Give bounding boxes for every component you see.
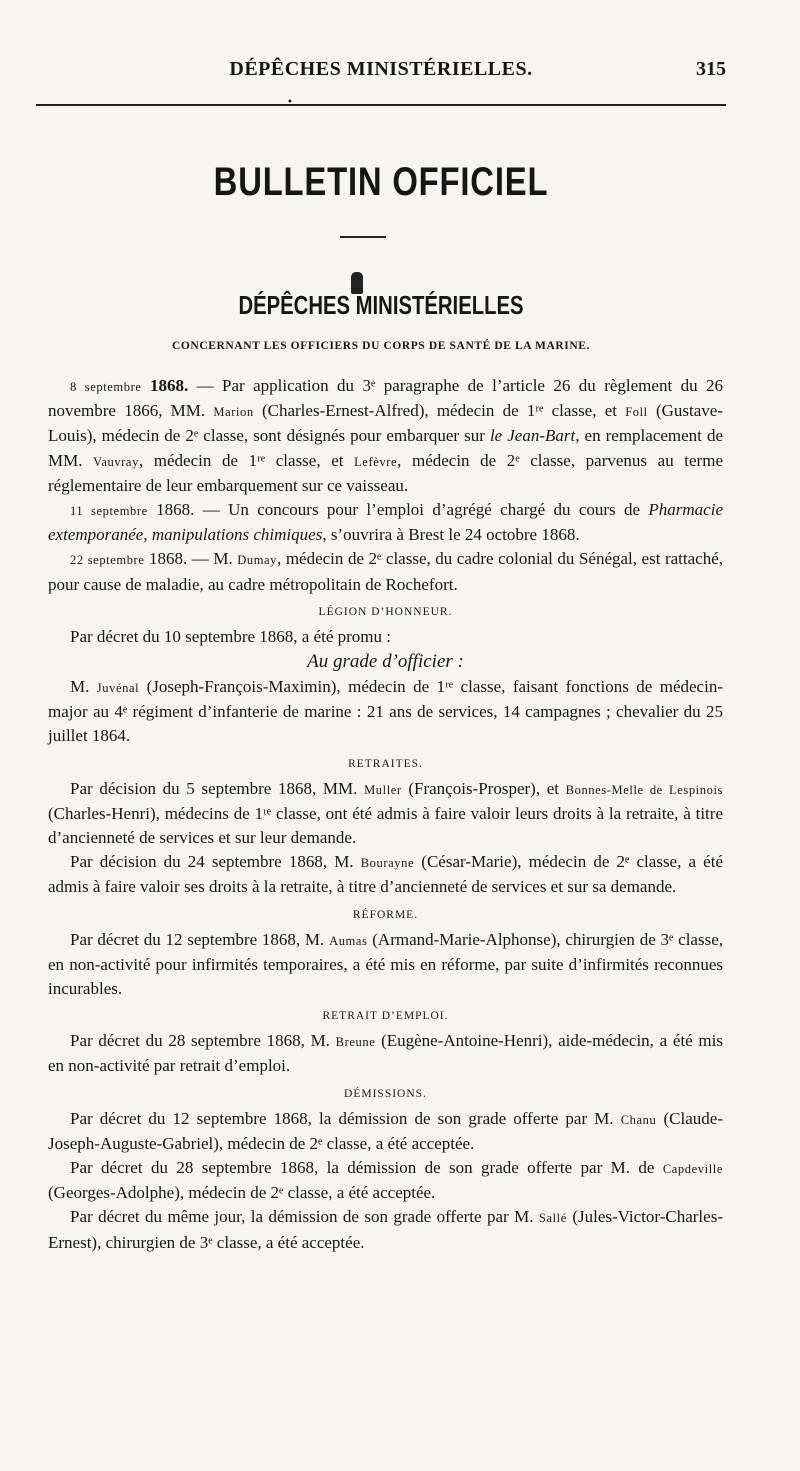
person-name: Dumay bbox=[237, 553, 278, 568]
text: 1868. — Un concours pour l’emploi d’agrégé chargé du cours de bbox=[147, 500, 649, 520]
paragraph-1 bbox=[48, 374, 723, 498]
running-title: DÉPÊCHES MINISTÉRIELLES. bbox=[229, 58, 533, 80]
person-name: Foll bbox=[625, 405, 648, 420]
paragraph-7 bbox=[48, 850, 723, 899]
paragraph-10 bbox=[48, 1107, 723, 1156]
text: , médecin de 2ᵉ classe, parvenus au terme réglementaire de leur embarquement sur ce vaisseau. bbox=[48, 450, 723, 495]
text: (Jules-Victor-Charles-Ernest), chirurgien de 3ᵉ classe, a été acceptée. bbox=[48, 1207, 723, 1252]
body-text bbox=[48, 374, 723, 1255]
person-name: Lefèvre bbox=[354, 454, 398, 469]
paragraph-11 bbox=[48, 1156, 723, 1205]
running-head bbox=[36, 58, 726, 88]
text: (François-Prosper), et bbox=[401, 778, 566, 798]
ship-name: le Jean-Bart bbox=[489, 426, 576, 446]
text: Par décision du 24 septembre 1868, M. bbox=[70, 852, 361, 872]
text: — Par application du 3ᵉ paragraphe de l’article 26 du règlement du 26 novembre 1866, MM. bbox=[48, 376, 724, 421]
person-name: Muller bbox=[364, 782, 402, 797]
text: Par décret du 12 septembre 1868, la démission de son grade offerte par M. bbox=[70, 1108, 621, 1128]
person-name: Sallé bbox=[538, 1211, 567, 1226]
text: (Eugène-Antoine-Henri), aide-médecin, a été mis en non-activité par retrait d’emploi. bbox=[48, 1031, 723, 1076]
person-name: Chanu bbox=[620, 1112, 657, 1127]
person-name: Bonnes-Melle de Lespinois bbox=[565, 782, 723, 797]
paragraph-12 bbox=[48, 1205, 723, 1254]
text: , s’ouvrira à Brest le 24 octobre 1868. bbox=[322, 525, 580, 545]
date: 22 septembre bbox=[70, 553, 145, 568]
title-rule bbox=[340, 236, 386, 238]
person-name: Aumas bbox=[329, 933, 368, 948]
person-name: Marion bbox=[213, 405, 254, 420]
legion-heading: LÉGION D’HONNEUR. bbox=[318, 605, 453, 618]
paragraph-6 bbox=[48, 777, 723, 851]
date: 11 septembre bbox=[70, 504, 148, 519]
text: Par décret du 28 septembre 1868, M. bbox=[70, 1031, 336, 1051]
text: (Charles-Ernest-Alfred), médecin de 1ʳᵉ classe, et bbox=[253, 401, 626, 421]
person-name: Bourayne bbox=[360, 856, 415, 871]
person-name: Vauvray bbox=[93, 454, 139, 469]
paragraph-5 bbox=[48, 675, 723, 749]
text: , médecin de 2ᵉ classe, du cadre colonial du Sénégal, est rattaché, pour cause de maladie, au cadre métropolitain de Rochefort. bbox=[48, 549, 724, 594]
page-number: 315 bbox=[696, 58, 726, 80]
header-rule bbox=[36, 104, 726, 106]
text: (Charles-Henri), médecins de 1ʳᵉ classe, ont été admis à faire valoir leurs droits à la retraite, à titre d’ancienneté de services et sur leur demande. bbox=[48, 803, 723, 848]
text: Par décret du même jour, la démission de son grade offerte par M. bbox=[70, 1207, 539, 1227]
text: 1868. — M. bbox=[144, 549, 238, 569]
grade-heading: Au grade d’officier : bbox=[307, 651, 464, 673]
bulletin-title: BULLETIN OFFICIEL bbox=[213, 160, 549, 204]
paragraph-2 bbox=[48, 498, 723, 547]
text: (Joseph-François-Maximin), médecin de 1ʳᵉ classe, faisant fonctions de médecin-major au 4ᵉ régiment d’infanterie de marine : 21 ans de services, 14 campagnes ; chevalier du 25 juillet 1864. bbox=[48, 677, 723, 746]
text: , en remplacement de MM. bbox=[48, 426, 723, 470]
text: Par décret du 12 septembre 1868, M. bbox=[70, 929, 330, 949]
text: (Gustave-Louis), médecin de 2ᵉ classe, sont désignés pour embarquer sur bbox=[48, 401, 723, 446]
header-dot: • bbox=[287, 97, 293, 108]
person-name: Capdeville bbox=[662, 1162, 723, 1177]
text: Par décision du 5 septembre 1868, MM. bbox=[70, 778, 365, 798]
text: (Georges-Adolphe), médecin de 2ᵉ classe, a été acceptée. bbox=[48, 1183, 436, 1203]
person-name: Breune bbox=[335, 1035, 376, 1050]
paragraph-3 bbox=[48, 547, 723, 596]
paragraph-4: Par décret du 10 septembre 1868, a été promu : bbox=[70, 626, 392, 646]
person-name: Juvénal bbox=[96, 681, 140, 696]
paragraph-8 bbox=[48, 928, 723, 1002]
text: (Armand-Marie-Alphonse), chirurgien de 3ᵉ classe, en non-activité pour infirmités temporaires, a été mis en réforme, par suite d’infirmités reconnues incurables. bbox=[48, 929, 723, 999]
demissions-heading: DÉMISSIONS. bbox=[344, 1087, 427, 1100]
course-name: Pharmacie extemporanée, manipulations chimiques bbox=[48, 500, 723, 545]
section-title: DÉPÊCHES MINISTÉRIELLES bbox=[238, 290, 524, 320]
text: Par décret du 28 septembre 1868, la démission de son grade offerte par M. de bbox=[70, 1158, 663, 1178]
text: , médecin de 1ʳᵉ classe, et bbox=[138, 450, 355, 470]
text: (César-Marie), médecin de 2ᵉ classe, a été admis à faire valoir ses droits à la retraite, à titre d’ancienneté de services et sur sa demande. bbox=[48, 852, 723, 897]
reforme-heading: RÉFORME. bbox=[352, 908, 419, 921]
date: 8 septembre bbox=[70, 380, 142, 394]
retraites-heading: RETRAITES. bbox=[348, 757, 423, 770]
text: (Claude-Joseph-Auguste-Gabriel), médecin de 2ᵉ classe, a été acceptée. bbox=[48, 1108, 723, 1153]
year: 1868. bbox=[149, 376, 189, 395]
text: M. bbox=[70, 677, 97, 697]
retrait-heading: RETRAIT D’EMPLOI. bbox=[322, 1010, 449, 1023]
paragraph-9 bbox=[48, 1029, 723, 1078]
subtitle: CONCERNANT LES OFFICIERS DU CORPS DE SANTÉ DE LA MARINE. bbox=[171, 340, 591, 352]
